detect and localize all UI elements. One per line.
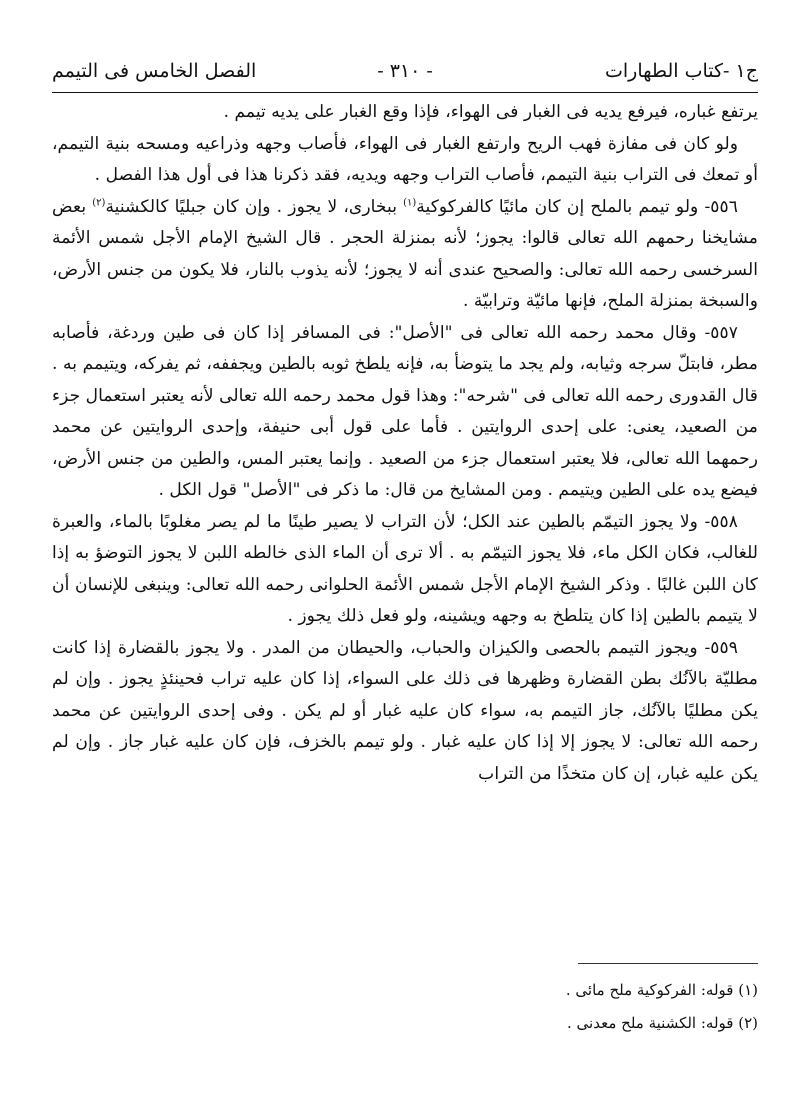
page-number: - ٣١٠ -	[377, 60, 433, 82]
chapter-title: الفصل الخامس فى التيمم	[52, 60, 257, 82]
paragraph-continuation: يرتفع غباره، فيرفع يديه فى الغبار فى الهواء، فإذا وقع الغبار على يديه تيمم .	[223, 102, 758, 122]
footnote-divider	[578, 963, 758, 964]
footnotes	[52, 974, 758, 1040]
paragraph-557: ٥٥٧- وقال محمد رحمه الله تعالى فى "الأصل": فى المسافر إذا كان فى طين وردغة، فأصابه مطر، فابتلّ سرجه وثيابه، ولم يجد ما يتوضأ به، فإنه يلطخ ثوبه بالطين ويجففه، ثم يفركه، ويتيمم به . قال القدورى رحمه الله تعالى فى "شرحه": وهذا قول محمد رحمه الله تعالى لأنه يعتبر استعمال جزء من الصعيد، يعنى: على إحدى الروايتين . فأما على قول أبى حنيفة، وإحدى الروايتين عن محمد رحمهما الله تعالى، فلا يعتبر استعمال جزء من الصعيد . وإنما يعتبر المس، والطين من جنس الأرض، فيضع يده على الطين ويتيمم . ومن المشايخ من قال: ما ذكر فى "الأصل" قول الكل .	[52, 322, 758, 500]
footnote-ref-1[interactable]: (١)	[403, 196, 417, 208]
volume-book-title: ج١ -كتاب الطهارات	[605, 60, 758, 82]
paragraph-556	[52, 192, 758, 318]
book-page	[52, 58, 758, 1032]
paragraph-text: ببخارى، لا يجوز . وإن كان جبليًا كالكشنية	[105, 196, 404, 217]
running-header	[52, 58, 758, 93]
footnote-2: (٢) قوله: الكشنية ملح معدنى .	[567, 1014, 758, 1032]
paragraph-558: ٥٥٨- ولا يجوز التيمّم بالطين عند الكل؛ لأن التراب لا يصير طينًا ما لم يصر مغلوبًا بالماء، والعبرة للغالب، فكان الكل ماء، فلا يجوز التيمّم به . ألا ترى أن الماء الذى خالطه اللبن لا يجوز التوضؤ به إذا كان اللبن غالبًا . وذكر الشيخ الإمام الأجل شمس الأئمة الحلوانى رحمه الله تعالى: وينبغى للإنسان أن لا يتيمم بالطين إذا كان يتلطخ به وجهه ويشينه، ولو فعل ذلك يجوز .	[52, 511, 758, 626]
footnote-1: (١) قوله: الفركوكية ملح مائى .	[565, 981, 758, 999]
paragraph-text: بعض مشايخنا رحمهم الله تعالى قالوا: يجوز؛ لأنه بمنزلة الحجر . قال الشيخ الإمام الأجل شمس الأئمة السرخسى رحمه الله تعالى: والصحيح عندى أنه لا يجوز؛ لأنه يذوب بالنار، فلا يكون من جنس الأرض، والسبخة بمنزلة الملح، فإنها مائيّة وترابيّة .	[52, 196, 758, 311]
body-text	[52, 97, 758, 790]
paragraph-559: ٥٥٩- ويجوز التيمم بالحصى والكيزان والحباب، والحيطان من المدر . ولا يجوز بالقضارة إذا كانت مطليّة بالآنُك بطن القضارة وظهرها فى ذلك على السواء، إذا كان عليه تراب فحينئذٍ يجوز . وإن لم يكن مطليًا بالآنُك، جاز التيمم به، سواء كان عليه غبار أو لم يكن . وفى إحدى الروايتين عن محمد رحمه الله تعالى: لا يجوز إلا إذا كان عليه غبار . ولو تيمم بالخزف، فإن كان عليه غبار جاز . وإن لم يكن عليه غبار، إن كان متخذًا من التراب	[52, 637, 758, 784]
paragraph-text: ٥٥٦- ولو تيمم بالملح إن كان مائيًا كالفركوكية	[416, 196, 738, 217]
footnote-ref-2[interactable]: (٢)	[92, 196, 106, 208]
paragraph: ولو كان فى مفازة فهب الريح وارتفع الغبار فى الهواء، فأصاب وجهه وذراعيه ومسحه بنية التيمم، أو تمعك فى التراب بنية التيمم، فأصاب التراب وجهه ويديه، فقد ذكرنا هذا فى أول هذا الفصل .	[52, 133, 758, 185]
